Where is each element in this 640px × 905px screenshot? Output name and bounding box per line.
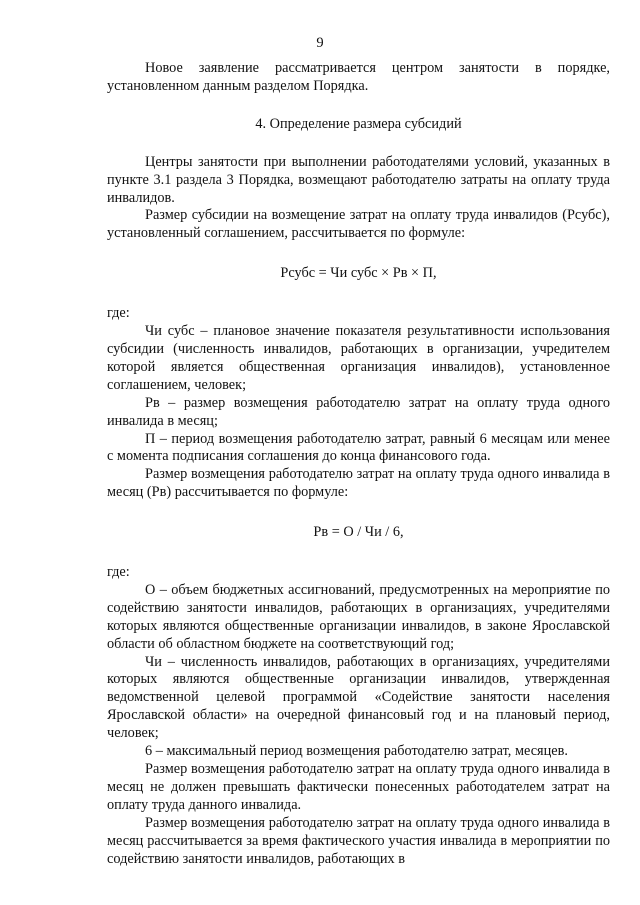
paragraph-actual-participation: Размер возмещения работодателю затрат на оплату труда одного инвалида в месяц рассчитывается за время фактического участия инвалида в мероприятии по содействию занятости инвалидов, работающих в bbox=[107, 814, 610, 867]
document-body bbox=[107, 60, 610, 868]
page-number: 9 bbox=[316, 35, 324, 51]
where-label: где: bbox=[107, 564, 130, 581]
where-label: где: bbox=[107, 305, 130, 322]
definition-o: О – объем бюджетных ассигнований, предусмотренных на мероприятие по содействию занятости инвалидов, работающих в организациях, учредителями которых являются общественные организации инвалидов, в законе Ярославской области об областном бюджете на соответствующий год; bbox=[107, 581, 610, 652]
paragraph-new-application: Новое заявление рассматривается центром занятости в порядке, установленном данным разделом Порядка. bbox=[107, 60, 610, 94]
paragraph-reimbursement-size: Размер возмещения работодателю затрат на оплату труда одного инвалида в месяц (Рв) рассчитывается по формуле: bbox=[107, 466, 610, 501]
section-title: 4. Определение размера субсидий bbox=[255, 115, 462, 132]
formula-reimbursement: Рв = О / Чи / 6, bbox=[313, 524, 404, 541]
definition-rv: Рв – размер возмещения работодателю затрат на оплату труда одного инвалида в месяц; bbox=[107, 394, 610, 429]
definition-p: П – период возмещения работодателю затрат, равный 6 месяцам или менее с момента подписания соглашения до конца финансового года. bbox=[107, 430, 610, 465]
paragraph-max-reimbursement: Размер возмещения работодателю затрат на оплату труда одного инвалида в месяц не должен превышать фактически понесенных работодателем затрат на оплату труда данного инвалида. bbox=[107, 761, 610, 813]
paragraph-subsidy-size: Размер субсидии на возмещение затрат на оплату труда инвалидов (Рсубс), установленный соглашением, рассчитывается по формуле: bbox=[107, 207, 610, 242]
definition-chi: Чи – численность инвалидов, работающих в организациях, учредителями которых являются общественные организации инвалидов, утвержденная ведомственной целевой программой «Содействие занятости населения Ярославской области» на очередной финансовый год и на плановый период, человек; bbox=[107, 653, 610, 742]
definition-chi-subs: Чи субс – плановое значение показателя результативности использования субсидии (численность инвалидов, работающих в организации, учредителем которой является общественная организация инвалидов), установленное соглашением, человек; bbox=[107, 323, 610, 393]
paragraph-employment-centers: Центры занятости при выполнении работодателями условий, указанных в пункте 3.1 раздела 3 Порядка, возмещают работодателю затраты на оплату труда инвалидов. bbox=[107, 153, 610, 206]
definition-six: 6 – максимальный период возмещения работодателю затрат, месяцев. bbox=[145, 743, 568, 760]
formula-subsidy: Рсубс = Чи субс × Рв × П, bbox=[280, 265, 437, 282]
